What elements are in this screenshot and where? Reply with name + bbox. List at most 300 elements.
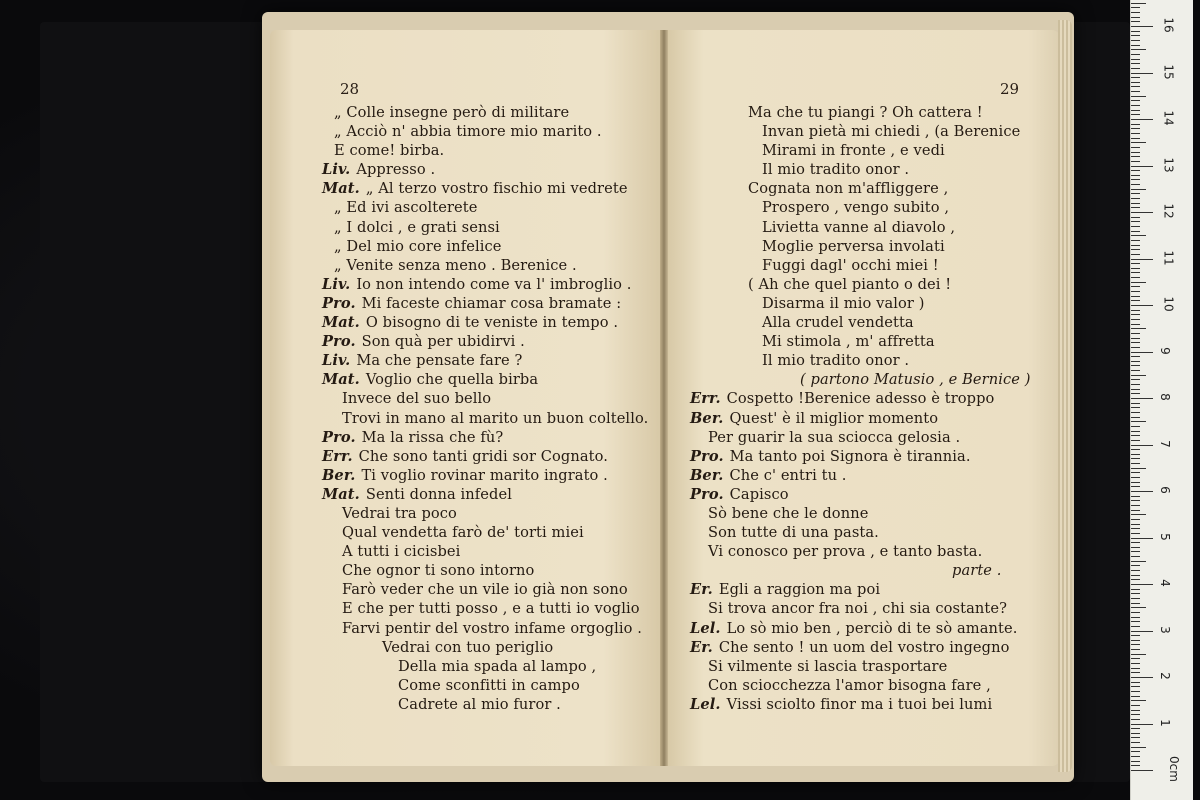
ruler-tick <box>1131 319 1140 320</box>
ruler-tick <box>1131 547 1140 548</box>
ruler-tick <box>1131 677 1153 678</box>
verse-text: Appresso . <box>356 161 436 179</box>
ruler-tick <box>1131 696 1140 697</box>
verse-text: Che ognor ti sono intorno <box>342 562 535 580</box>
verse-text: Che c' entri tu . <box>729 466 847 484</box>
verse-text: „ Ed ivi ascolterete <box>334 199 478 217</box>
ruler-tick <box>1131 45 1140 46</box>
verse-text: „ Al terzo vostro fischio mi vedrete <box>365 180 628 198</box>
left_page-line <box>322 218 648 237</box>
verse-text: Si vilmente si lascia trasportare <box>708 657 948 675</box>
ruler-tick <box>1131 100 1140 101</box>
ruler-tick <box>1131 584 1153 585</box>
right-page-text <box>690 103 1031 714</box>
measuring-ruler <box>1130 0 1193 800</box>
ruler-label: 2 <box>1157 672 1172 680</box>
ruler-tick <box>1131 751 1140 752</box>
ruler-tick <box>1131 733 1140 734</box>
left_page-line <box>322 179 648 198</box>
verse-text: Invece del suo bello <box>342 390 492 408</box>
ruler-tick <box>1131 147 1140 148</box>
right_page-line <box>690 695 1031 714</box>
left_page-line <box>322 141 648 160</box>
ruler-tick <box>1131 500 1140 501</box>
left_page-line <box>322 428 648 447</box>
verse-text: Vedrai con tuo periglio <box>382 638 554 656</box>
ruler-tick <box>1131 249 1140 250</box>
left_page-line <box>322 103 648 122</box>
left_page-line <box>322 275 648 294</box>
ruler-tick <box>1131 179 1140 180</box>
verse-text: Son quà per ubidirvi . <box>361 333 525 351</box>
ruler-tick <box>1131 245 1140 246</box>
ruler-tick <box>1131 686 1140 687</box>
verse-text: E come! birba. <box>334 142 445 160</box>
left_page-line <box>322 370 648 389</box>
verse-text: Alla crudel vendetta <box>762 314 914 332</box>
ruler-tick <box>1131 166 1153 167</box>
ruler-tick <box>1131 272 1140 273</box>
ruler-tick <box>1131 254 1140 255</box>
left_page-line <box>322 676 648 695</box>
verse-text: Farò veder che un vile io già non sono <box>342 581 628 599</box>
ruler-label: 8 <box>1157 393 1172 401</box>
right_page-line <box>690 523 1031 542</box>
ruler-tick <box>1131 635 1140 636</box>
ruler-tick <box>1131 524 1140 525</box>
ruler-tick <box>1131 542 1140 543</box>
ruler-tick <box>1131 519 1140 520</box>
ruler-tick <box>1131 482 1140 483</box>
speaker-name: Lel. <box>690 695 721 713</box>
ruler-tick <box>1131 496 1140 497</box>
right_page-line <box>690 237 1031 256</box>
ruler-tick <box>1131 184 1140 185</box>
verse-text: Mirami in fronte , e vedi <box>762 142 945 160</box>
verse-text: Per guarir la sua sciocca gelosia . <box>708 428 961 446</box>
left-page-number: 28 <box>340 80 360 98</box>
verse-text: A tutti i cicisbei <box>342 543 461 561</box>
ruler-tick <box>1131 556 1140 557</box>
left_page-line <box>322 389 648 408</box>
ruler-tick <box>1131 305 1153 306</box>
verse-text: Moglie perversa involati <box>762 237 945 255</box>
ruler-label: 4 <box>1157 579 1172 587</box>
left_page-line <box>322 580 648 599</box>
ruler-tick <box>1131 551 1140 552</box>
left_page-line <box>322 409 648 428</box>
left_page-line <box>322 695 648 714</box>
ruler-label: 5 <box>1157 532 1172 541</box>
speaker-name: Ber. <box>690 409 724 427</box>
ruler-label: 12 <box>1161 203 1176 219</box>
right_page-line <box>690 294 1031 313</box>
ruler-tick <box>1131 152 1140 153</box>
ruler-tick <box>1131 412 1140 413</box>
ruler-tick <box>1131 59 1140 60</box>
ruler-tick <box>1131 170 1140 171</box>
ruler-tick <box>1131 593 1140 594</box>
speaker-name: Err. <box>322 447 353 465</box>
ruler-label: 6 <box>1157 486 1172 494</box>
left_page-line <box>322 313 648 332</box>
right_page-line <box>690 676 1031 695</box>
right_page-line <box>690 332 1031 351</box>
ruler-tick <box>1131 668 1140 669</box>
ruler-tick <box>1131 105 1140 106</box>
ruler-tick <box>1131 607 1146 608</box>
ruler-tick <box>1131 17 1140 18</box>
right_page-line <box>690 103 1031 122</box>
right_page-line <box>690 389 1031 408</box>
ruler-tick <box>1131 207 1140 208</box>
verse-text: Qual vendetta farò de' torti miei <box>342 524 584 542</box>
ruler-label: 15 <box>1161 63 1176 80</box>
left_page-line <box>322 332 648 351</box>
ruler-tick <box>1131 240 1140 241</box>
ruler-tick <box>1131 82 1140 83</box>
verse-text: Si trova ancor fra noi , chi sia costante? <box>708 600 1007 618</box>
ruler-tick <box>1131 49 1146 50</box>
ruler-tick <box>1131 217 1140 218</box>
ruler-tick <box>1131 338 1140 339</box>
ruler-tick <box>1131 114 1140 115</box>
ruler-tick <box>1131 231 1140 232</box>
ruler-tick <box>1131 538 1153 539</box>
ruler-tick <box>1131 86 1140 87</box>
verse-text: Farvi pentir del vostro infame orgoglio . <box>342 619 642 637</box>
verse-text: E che per tutti posso , e a tutti io voglio <box>342 600 640 618</box>
ruler-tick <box>1131 561 1146 562</box>
ruler-tick <box>1131 384 1140 385</box>
left_page-line <box>322 122 648 141</box>
right_page-line <box>690 580 1031 599</box>
speaker-name: Mat. <box>322 371 360 389</box>
ruler-tick <box>1131 621 1140 622</box>
right_page-line <box>690 638 1031 657</box>
ruler-tick <box>1131 310 1140 311</box>
ruler-tick <box>1131 756 1140 757</box>
ruler-tick <box>1131 342 1140 343</box>
ruler-tick <box>1131 700 1146 701</box>
verse-text: Senti donna infedel <box>365 485 512 503</box>
ruler-tick <box>1131 193 1140 194</box>
ruler-tick <box>1131 119 1153 120</box>
left_page-line <box>322 447 648 466</box>
speaker-name: Err. <box>690 390 721 408</box>
right_page-line <box>690 619 1031 638</box>
speaker-name: Pro. <box>690 447 724 465</box>
ruler-tick <box>1131 198 1140 199</box>
ruler-label: 16 <box>1161 17 1176 33</box>
right_page-line <box>690 160 1031 179</box>
verse-text: Ma tanto poi Signora è tirannia. <box>729 447 971 465</box>
speaker-name: Liv. <box>322 352 351 370</box>
verse-text: „ I dolci , e grati sensi <box>334 218 500 236</box>
left_page-line <box>322 294 648 313</box>
verse-text: Ma che tu piangi ? Oh cattera ! <box>748 104 983 121</box>
ruler-tick <box>1131 510 1140 511</box>
verse-text: Egli a raggion ma poi <box>718 581 881 599</box>
ruler-tick <box>1131 263 1140 264</box>
left_page-line <box>322 561 648 580</box>
ruler-tick <box>1131 654 1146 655</box>
right_page-line <box>690 485 1031 504</box>
ruler-tick <box>1131 533 1140 534</box>
speaker-name: Pro. <box>322 294 356 312</box>
ruler-tick <box>1131 528 1140 529</box>
ruler-tick <box>1131 765 1140 766</box>
left_page-line <box>322 619 648 638</box>
verse-text: „ Acciò n' abbia timore mio marito . <box>334 123 602 141</box>
verse-text: Il mio tradito onor . <box>762 161 910 179</box>
right_page-line <box>690 179 1031 198</box>
ruler-tick <box>1131 40 1140 41</box>
ruler-tick <box>1131 398 1153 399</box>
ruler-label: 3 <box>1157 625 1172 634</box>
right_page-line <box>690 409 1031 428</box>
left_page-line <box>322 599 648 618</box>
ruler-tick <box>1131 221 1140 222</box>
ruler-tick <box>1131 770 1153 771</box>
page-edges <box>1058 20 1072 772</box>
ruler-tick <box>1131 286 1140 287</box>
verse-text: Che sono tanti gridi sor Cognato. <box>358 447 608 465</box>
ruler-tick <box>1131 403 1140 404</box>
verse-text: Sò bene che le donne <box>708 504 869 522</box>
verse-text: Vedrai tra poco <box>342 504 457 522</box>
ruler-tick <box>1131 407 1140 408</box>
ruler-tick <box>1131 761 1140 762</box>
ruler-tick <box>1131 737 1140 738</box>
ruler-tick <box>1131 719 1140 720</box>
left_page-line <box>322 198 648 217</box>
ruler-tick <box>1131 445 1153 446</box>
ruler-tick <box>1131 21 1140 22</box>
right_page-line <box>690 122 1031 141</box>
ruler-tick <box>1131 682 1140 683</box>
left_page-line <box>322 256 648 275</box>
ruler-tick <box>1131 361 1140 362</box>
right_page-line <box>690 561 1031 580</box>
ruler-tick <box>1131 631 1153 632</box>
ruler-tick <box>1131 649 1140 650</box>
ruler-tick <box>1131 268 1140 269</box>
right_page-line <box>690 657 1031 676</box>
ruler-tick <box>1131 128 1140 129</box>
ruler-tick <box>1131 440 1140 441</box>
verse-text: Che sento ! un uom del vostro ingegno <box>718 638 1010 656</box>
left-page-text <box>322 103 648 714</box>
ruler-tick <box>1131 314 1140 315</box>
ruler-label: 14 <box>1161 110 1176 126</box>
verse-text: Cospetto !Berenice adesso è troppo <box>726 390 995 408</box>
ruler-tick <box>1131 710 1140 711</box>
verse-text: Prospero , vengo subito , <box>762 199 950 217</box>
ruler-tick <box>1131 138 1140 139</box>
ruler-tick <box>1131 691 1140 692</box>
ruler-tick <box>1131 161 1140 162</box>
verse-text: O bisogno di te veniste in tempo . <box>365 314 619 332</box>
ruler-tick <box>1131 189 1146 190</box>
ruler-tick <box>1131 435 1140 436</box>
ruler-tick <box>1131 235 1146 236</box>
left_page-line <box>322 523 648 542</box>
ruler-tick <box>1131 598 1140 599</box>
verse-text: Cognata non m'affliggere , <box>748 180 949 198</box>
ruler-tick <box>1131 31 1140 32</box>
left_page-line <box>322 638 648 657</box>
ruler-tick <box>1131 570 1140 571</box>
ruler-tick <box>1131 389 1140 390</box>
ruler-tick <box>1131 491 1153 492</box>
verse-text: ( partono Matusio , e Bernice ) <box>800 371 1031 389</box>
ruler-tick <box>1131 3 1146 4</box>
ruler-tick <box>1131 468 1146 469</box>
ruler-tick <box>1131 565 1140 566</box>
ruler-tick <box>1131 300 1140 301</box>
right_page-line <box>690 141 1031 160</box>
book-gutter <box>660 30 668 766</box>
ruler-label: 1 <box>1157 718 1172 727</box>
left_page-line <box>322 466 648 485</box>
ruler-tick <box>1131 356 1140 357</box>
ruler-label: 0cm <box>1166 756 1181 782</box>
ruler-tick <box>1131 463 1140 464</box>
ruler-tick <box>1131 352 1153 353</box>
ruler-tick <box>1131 672 1140 673</box>
ruler-tick <box>1131 77 1140 78</box>
ruler-label: 10 <box>1161 296 1176 312</box>
right_page-line <box>690 370 1031 389</box>
verse-text: Io non intendo come va l' imbroglio . <box>356 275 632 293</box>
ruler-tick <box>1131 73 1153 74</box>
ruler-tick <box>1131 347 1140 348</box>
verse-text: Invan pietà mi chiedi , (a Berenice <box>762 123 1021 141</box>
ruler-tick <box>1131 203 1140 204</box>
speaker-name: Lel. <box>690 619 721 637</box>
speaker-name: Mat. <box>322 314 360 332</box>
ruler-tick <box>1131 54 1140 55</box>
ruler-tick <box>1131 426 1140 427</box>
ruler-tick <box>1131 747 1146 748</box>
ruler-tick <box>1131 375 1146 376</box>
left_page-line <box>322 657 648 676</box>
ruler-tick <box>1131 212 1153 213</box>
speaker-name: Mat. <box>322 485 360 503</box>
verse-text: Vi conosco per prova , e tanto basta. <box>708 543 983 561</box>
verse-text: Mi faceste chiamar cosa bramate : <box>361 294 622 312</box>
left_page-line <box>322 351 648 370</box>
verse-text: Fuggi dagl' occhi miei ! <box>762 256 939 274</box>
verse-text: „ Colle insegne però di militare <box>334 104 570 121</box>
ruler-tick <box>1131 617 1140 618</box>
right_page-line <box>690 599 1031 618</box>
left_page-line <box>322 542 648 561</box>
verse-text: Son tutte di una pasta. <box>708 524 879 542</box>
verse-text: Ti voglio rovinar marito ingrato . <box>361 466 608 484</box>
left_page-line <box>322 485 648 504</box>
right_page-line <box>690 542 1031 561</box>
ruler-tick <box>1131 124 1140 125</box>
ruler-tick <box>1131 110 1140 111</box>
ruler-tick <box>1131 333 1140 334</box>
ruler-tick <box>1131 291 1140 292</box>
ruler-tick <box>1131 603 1140 604</box>
speaker-name: Er. <box>690 638 713 656</box>
ruler-tick <box>1131 486 1140 487</box>
speaker-name: Pro. <box>690 485 724 503</box>
ruler-tick <box>1131 505 1140 506</box>
ruler-tick <box>1131 724 1153 725</box>
ruler-tick <box>1131 259 1153 260</box>
right_page-line <box>690 351 1031 370</box>
verse-text: Mi stimola , m' affretta <box>762 333 935 351</box>
ruler-tick <box>1131 96 1146 97</box>
right_page-line <box>690 466 1031 485</box>
ruler-tick <box>1131 63 1140 64</box>
ruler-tick <box>1131 728 1140 729</box>
verse-text: Il mio tradito onor . <box>762 352 910 370</box>
ruler-tick <box>1131 26 1153 27</box>
verse-text: Capisco <box>729 485 789 503</box>
ruler-tick <box>1131 663 1140 664</box>
ruler-tick <box>1131 324 1140 325</box>
ruler-tick <box>1131 644 1140 645</box>
ruler-tick <box>1131 454 1140 455</box>
right_page-line <box>690 313 1031 332</box>
verse-text: Livietta vanne al diavolo , <box>762 218 956 236</box>
ruler-tick <box>1131 458 1140 459</box>
speaker-name: Er. <box>690 581 713 599</box>
verse-text: „ Venite senza meno . Berenice . <box>334 256 577 274</box>
ruler-tick <box>1131 477 1140 478</box>
ruler-label: 13 <box>1161 156 1176 173</box>
ruler-tick <box>1131 365 1140 366</box>
ruler-label: 11 <box>1161 249 1176 266</box>
ruler-tick <box>1131 35 1140 36</box>
ruler-tick <box>1131 133 1140 134</box>
verse-text: parte . <box>952 562 1002 580</box>
ruler-tick <box>1131 68 1140 69</box>
speaker-name: Pro. <box>322 333 356 351</box>
ruler-tick <box>1131 91 1140 92</box>
right_page-line <box>690 275 1031 294</box>
ruler-tick <box>1131 589 1140 590</box>
ruler-tick <box>1131 370 1140 371</box>
ruler-tick <box>1131 277 1140 278</box>
ruler-label: 7 <box>1157 439 1172 448</box>
ruler-tick <box>1131 282 1146 283</box>
left_page-line <box>322 504 648 523</box>
ruler-tick <box>1131 658 1140 659</box>
verse-text: Con sciocchezza l'amor bisogna fare , <box>708 676 991 694</box>
verse-text: Voglio che quella birba <box>365 371 539 389</box>
ruler-tick <box>1131 393 1140 394</box>
ruler-tick <box>1131 431 1140 432</box>
right_page-line <box>690 256 1031 275</box>
ruler-tick <box>1131 421 1146 422</box>
ruler-tick <box>1131 417 1140 418</box>
ruler-tick <box>1131 12 1140 13</box>
ruler-tick <box>1131 705 1140 706</box>
ruler-tick <box>1131 626 1140 627</box>
speaker-name: Pro. <box>322 428 356 446</box>
ruler-tick <box>1131 575 1140 576</box>
verse-text: Ma che pensate fare ? <box>356 352 523 370</box>
speaker-name: Liv. <box>322 161 351 179</box>
ruler-tick <box>1131 714 1140 715</box>
